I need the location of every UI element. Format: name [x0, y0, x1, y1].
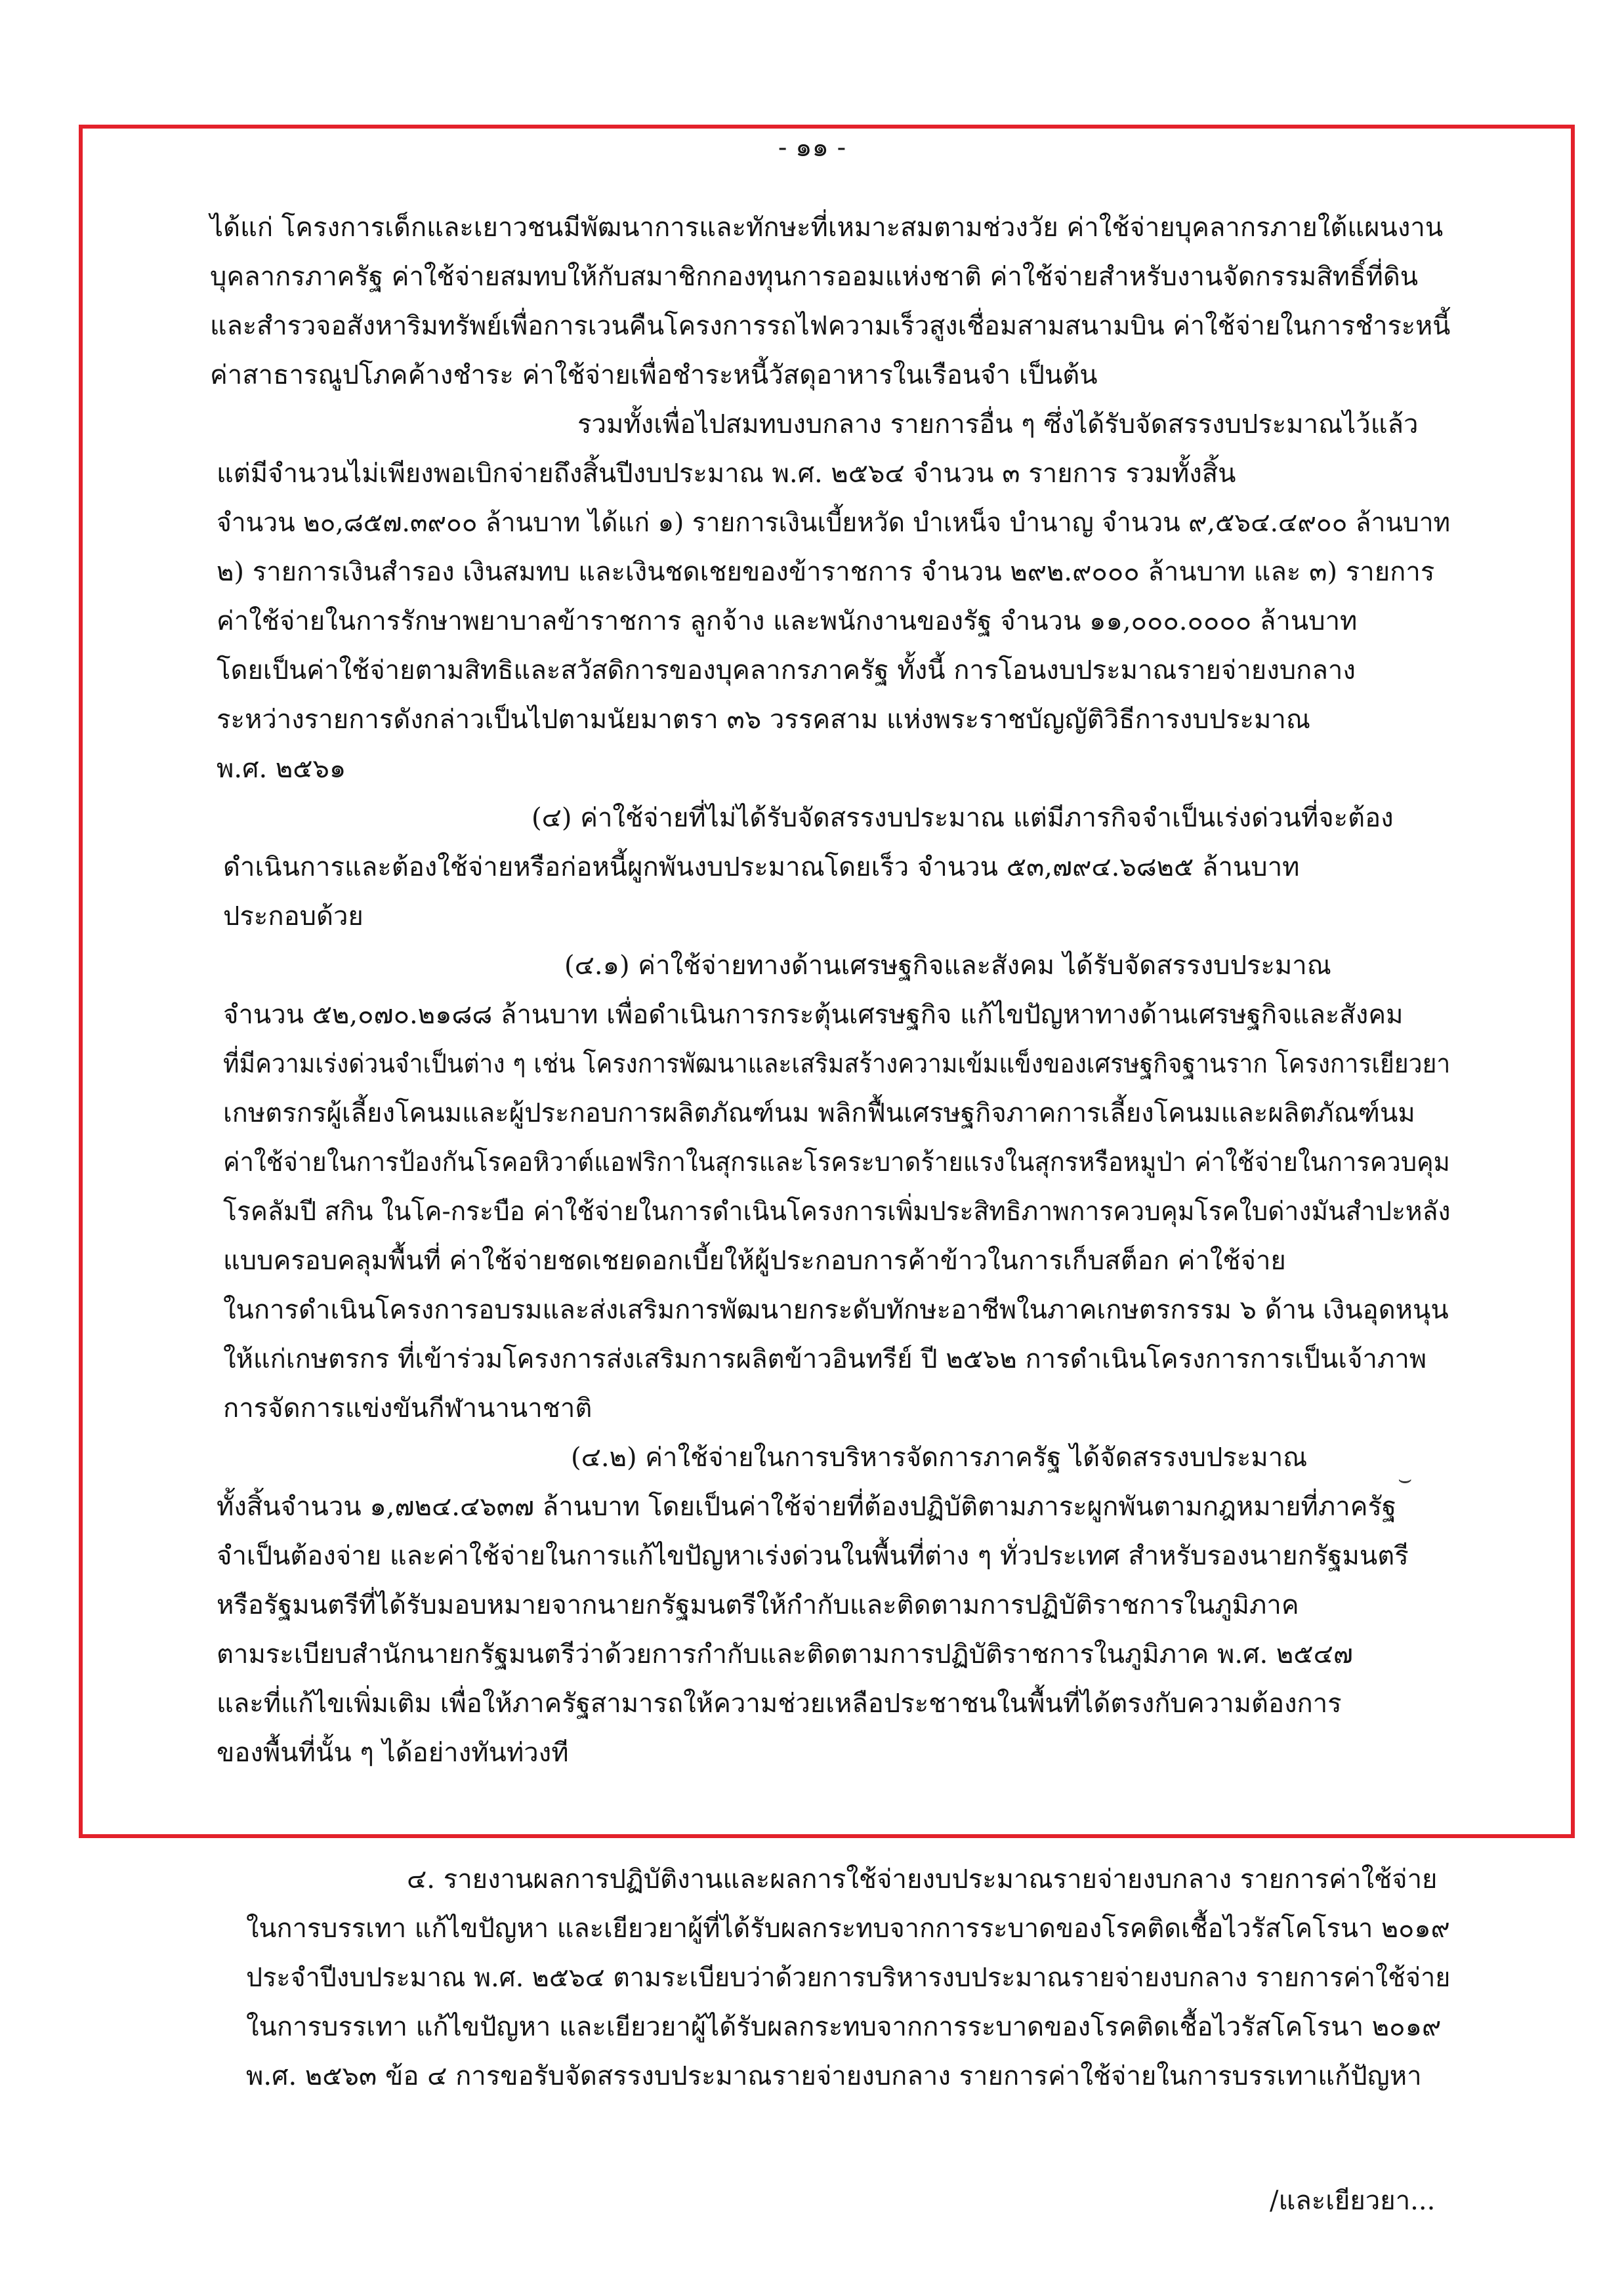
text-line: พ.ศ. ๒๕๖๓ ข้อ ๔ การขอรับจัดสรรงบประมาณรายจ่ายงบกลาง รายการค่าใช้จ่ายในการบรรเทาแก้ปัญหา — [246, 2061, 1422, 2091]
text-line: ให้แก่เกษตรกร ที่เข้าร่วมโครงการส่งเสริมการผลิตข้าวอินทรีย์ ปี ๒๕๖๒ การดำเนินโครงการการเป็นเจ้าภาพ — [223, 1344, 1427, 1374]
text-line: ของพื้นที่นั้น ๆ ได้อย่างทันท่วงที — [217, 1738, 569, 1768]
text-line: ในการบรรเทา แก้ไขปัญหา และเยียวยาผู้ได้รับผลกระทบจากการระบาดของโรคติดเชื้อไวรัสโคโรนา ๒๐๑๙ — [246, 2012, 1442, 2042]
text-line: (๔) ค่าใช้จ่ายที่ไม่ได้รับจัดสรรงบประมาณ แต่มีภารกิจจำเป็นเร่งด่วนที่จะต้อง — [531, 803, 1394, 833]
text-line: ประกอบด้วย — [223, 901, 364, 932]
text-line: ค่าใช้จ่ายในการรักษาพยาบาลข้าราชการ ลูกจ้าง และพนักงานของรัฐ จำนวน ๑๑,๐๐๐.๐๐๐๐ ล้านบาท — [217, 606, 1358, 636]
text-line: เกษตรกรผู้เลี้ยงโคนมและผู้ประกอบการผลิตภัณฑ์นม พลิกฟื้นเศรษฐกิจภาคการเลี้ยงโคนมและผลิตภัณฑ์นม — [223, 1098, 1415, 1128]
text-line: ๒) รายการเงินสำรอง เงินสมทบ และเงินชดเชยของข้าราชการ จำนวน ๒๙๒.๙๐๐๐ ล้านบาท และ ๓) รายการ — [217, 557, 1435, 587]
text-line: ในการบรรเทา แก้ไขปัญหา และเยียวยาผู้ที่ได้รับผลกระทบจากการระบาดของโรคติดเชื้อไวรัสโคโรนา ๒๐๑๙ — [246, 1914, 1450, 1944]
text-line: บุคลากรภาครัฐ ค่าใช้จ่ายสมทบให้กับสมาชิกกองทุนการออมแห่งชาติ ค่าใช้จ่ายสำหรับงานจัดกรรมสิทธิ์ที่ดิน — [210, 262, 1419, 292]
text-line: จำนวน ๒๐,๘๕๗.๓๙๐๐ ล้านบาท ได้แก่ ๑) รายการเงินเบี้ยหวัด บำเหน็จ บำนาญ จำนวน ๙,๕๖๔.๔๙๐๐ ล้านบาท — [217, 508, 1451, 538]
text-line: โดยเป็นค่าใช้จ่ายตามสิทธิและสวัสดิการของบุคลากรภาครัฐ ทั้งนี้ การโอนงบประมาณรายจ่ายงบกลาง — [217, 655, 1356, 686]
page-number: - ๑๑ - — [778, 133, 846, 163]
text-line: (๔.๑) ค่าใช้จ่ายทางด้านเศรษฐกิจและสังคม ได้รับจัดสรรงบประมาณ — [564, 951, 1331, 981]
text-line: ค่าสาธารณูปโภคค้างชำระ ค่าใช้จ่ายเพื่อชำระหนี้วัสดุอาหารในเรือนจำ เป็นต้น — [210, 360, 1098, 390]
text-line: พ.ศ. ๒๕๖๑ — [217, 754, 346, 784]
text-line: หรือรัฐมนตรีที่ได้รับมอบหมายจากนายกรัฐมนตรีให้กำกับและติดตามการปฏิบัติราชการในภูมิภาค — [217, 1590, 1299, 1620]
text-line: ที่มีความเร่งด่วนจำเป็นต่าง ๆ เช่น โครงการพัฒนาและเสริมสร้างความเข้มแข็งของเศรษฐกิจฐานราก โครงการเยียวยา — [223, 1049, 1451, 1079]
text-line: จำนวน ๕๒,๐๗๐.๒๑๘๘ ล้านบาท เพื่อดำเนินการกระตุ้นเศรษฐกิจ แก้ไขปัญหาทางด้านเศรษฐกิจและสังคม — [223, 1000, 1404, 1030]
pen-mark: ⌣ — [1398, 1466, 1413, 1492]
continuation-marker: /และเยียวยา... — [1270, 2186, 1436, 2216]
text-line: ในการดำเนินโครงการอบรมและส่งเสริมการพัฒนายกระดับทักษะอาชีพในภาคเกษตรกรรม ๖ ด้าน เงินอุดหนุน — [223, 1295, 1449, 1325]
text-line: ดำเนินการและต้องใช้จ่ายหรือก่อหนี้ผูกพันงบประมาณโดยเร็ว จำนวน ๕๓,๗๙๔.๖๘๒๕ ล้านบาท — [223, 852, 1300, 882]
text-line: ตามระเบียบสำนักนายกรัฐมนตรีว่าด้วยการกำกับและติดตามการปฏิบัติราชการในภูมิภาค พ.ศ. ๒๕๔๗ — [217, 1639, 1353, 1670]
text-line: แบบครอบคลุมพื้นที่ ค่าใช้จ่ายชดเชยดอกเบี้ยให้ผู้ประกอบการค้าข้าวในการเก็บสต็อก ค่าใช้จ่าย — [223, 1246, 1286, 1276]
text-line: โรคลัมปี สกิน ในโค-กระบือ ค่าใช้จ่ายในการดำเนินโครงการเพิ่มประสิทธิภาพการควบคุมโรคใบด่างมันสำปะหลัง — [223, 1197, 1451, 1227]
text-line: ค่าใช้จ่ายในการป้องกันโรคอหิวาต์แอฟริกาในสุกรและโรคระบาดร้ายแรงในสุกรหรือหมูป่า ค่าใช้จ่ายในการควบคุม — [223, 1147, 1450, 1178]
text-line: ได้แก่ โครงการเด็กและเยาวชนมีพัฒนาการและทักษะที่เหมาะสมตามช่วงวัย ค่าใช้จ่ายบุคลากรภายใต้แผนงาน — [210, 213, 1444, 243]
text-line: รวมทั้งเพื่อไปสมทบงบกลาง รายการอื่น ๆ ซึ่งได้รับจัดสรรงบประมาณไว้แล้ว — [577, 409, 1419, 440]
text-line: และที่แก้ไขเพิ่มเติม เพื่อให้ภาครัฐสามารถให้ความช่วยเหลือประชาชนในพื้นที่ได้ตรงกับความต้องการ — [217, 1689, 1342, 1719]
text-line: ทั้งสิ้นจำนวน ๑,๗๒๔.๔๖๓๗ ล้านบาท โดยเป็นค่าใช้จ่ายที่ต้องปฏิบัติตามภาระผูกพันตามกฎหมายที่ภาครัฐ — [217, 1492, 1397, 1522]
text-line: ระหว่างรายการดังกล่าวเป็นไปตามนัยมาตรา ๓๖ วรรคสาม แห่งพระราชบัญญัติวิธีการงบประมาณ — [217, 705, 1310, 735]
text-line: ประจำปีงบประมาณ พ.ศ. ๒๕๖๔ ตามระเบียบว่าด้วยการบริหารงบประมาณรายจ่ายงบกลาง รายการค่าใช้จ่าย — [246, 1963, 1451, 1993]
text-line: ๔. รายงานผลการปฏิบัติงานและผลการใช้จ่ายงบประมาณรายจ่ายงบกลาง รายการค่าใช้จ่าย — [407, 1864, 1438, 1895]
text-line: แต่มีจำนวนไม่เพียงพอเบิกจ่ายถึงสิ้นปีงบประมาณ พ.ศ. ๒๕๖๔ จำนวน ๓ รายการ รวมทั้งสิ้น — [217, 459, 1236, 489]
text-line: จำเป็นต้องจ่าย และค่าใช้จ่ายในการแก้ไขปัญหาเร่งด่วนในพื้นที่ต่าง ๆ ทั่วประเทศ สำหรับรองนายกรัฐมนตรี — [217, 1541, 1409, 1571]
text-line: และสำรวจอสังหาริมทรัพย์เพื่อการเวนคืนโครงการรถไฟความเร็วสูงเชื่อมสามสนามบิน ค่าใช้จ่ายในการชำระหนี้ — [210, 311, 1451, 341]
text-line: การจัดการแข่งขันกีฬานานาชาติ — [223, 1393, 593, 1424]
text-line: (๔.๒) ค่าใช้จ่ายในการบริหารจัดการภาครัฐ ได้จัดสรรงบประมาณ — [571, 1443, 1308, 1473]
